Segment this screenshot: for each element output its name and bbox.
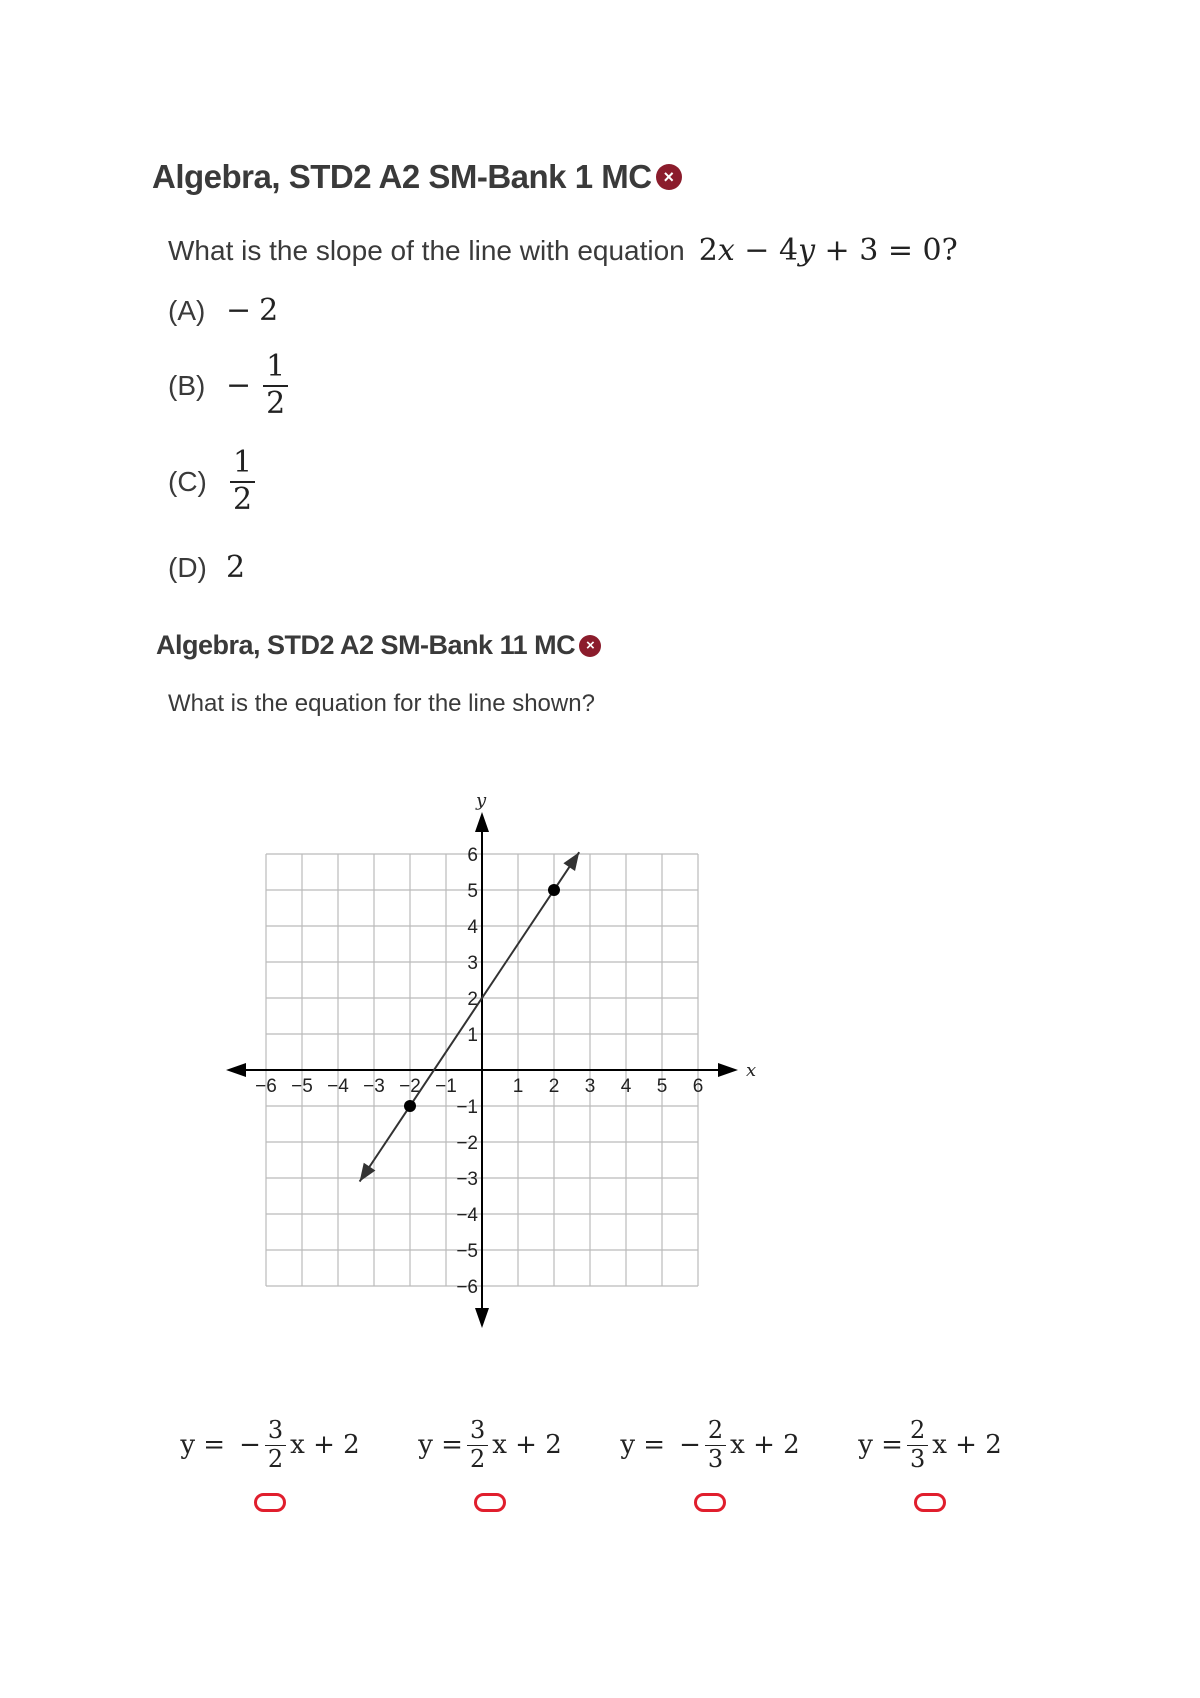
y-tick-label: −4: [456, 1205, 478, 1226]
y-axis-arrow-down-icon: [475, 1308, 489, 1328]
question1-equation: 2𝑥 − 4𝑦 + 3 = 0?: [698, 233, 958, 268]
answer-4-numerator: 2: [907, 1417, 928, 1446]
answer-3-denominator: 3: [707, 1444, 724, 1473]
option-b-label: (B): [168, 369, 206, 401]
answer-2-rest: x + 2: [492, 1430, 562, 1460]
y-tick-label: 4: [467, 917, 478, 938]
answer-2-numerator: 3: [467, 1417, 488, 1446]
y-tick-label: −2: [456, 1133, 478, 1154]
x-tick-label: −4: [327, 1076, 349, 1097]
x-axis-arrow-right-icon: [718, 1063, 738, 1077]
answer-choice-3: [600, 1405, 820, 1512]
question1-title: [152, 158, 682, 196]
y-tick-label: −6: [456, 1277, 478, 1298]
option-a-value: [226, 293, 278, 328]
y-axis-label: y: [476, 790, 487, 811]
answer-3-lhs: y =: [620, 1430, 666, 1460]
option-c-label: (C): [168, 465, 207, 497]
answer-1-sign: −: [239, 1430, 261, 1460]
option-c-fraction: [230, 446, 255, 517]
answer-choice-1: [160, 1405, 380, 1512]
y-tick-label: −1: [456, 1097, 478, 1118]
y-axis-arrow-up-icon: [475, 812, 489, 832]
x-tick-label: −2: [399, 1076, 421, 1097]
close-circle-icon[interactable]: ×: [656, 164, 682, 190]
option-c-numerator: 1: [230, 446, 255, 483]
answer-2-denominator: 2: [469, 1444, 486, 1473]
answer-3-equation: [620, 1405, 799, 1485]
answer-3-radio[interactable]: [694, 1493, 726, 1512]
line-graph: [220, 770, 780, 1330]
option-a[interactable]: [168, 293, 278, 328]
answer-3-sign: −: [679, 1430, 701, 1460]
option-d[interactable]: [168, 550, 245, 585]
question1-prompt-text: What is the slope of the line with equation: [168, 235, 685, 266]
x-tick-label: 5: [656, 1076, 668, 1097]
answer-4-equation: [858, 1405, 1002, 1485]
option-b-numerator: 1: [263, 350, 288, 387]
question1-title-text: Algebra, STD2 A2 SM-Bank 1 MC: [152, 158, 652, 195]
answer-choice-2: [380, 1405, 600, 1512]
option-d-value: [226, 550, 245, 585]
question2-title: [156, 630, 601, 661]
option-b-value: [226, 350, 292, 421]
option-d-label: (D): [168, 551, 207, 583]
answer-1-equation: [180, 1405, 359, 1485]
x-axis-label: x: [746, 1060, 757, 1081]
x-axis-arrow-left-icon: [226, 1063, 246, 1077]
x-tick-label: −3: [363, 1076, 385, 1097]
answer-2-equation: [418, 1405, 562, 1485]
answer-4-denominator: 3: [909, 1444, 926, 1473]
answer-1-rest: x + 2: [290, 1430, 360, 1460]
answer-choice-4: [820, 1405, 1040, 1512]
option-d-number: 2: [226, 550, 246, 585]
option-a-sign: −: [226, 293, 252, 328]
answer-1-radio[interactable]: [254, 1493, 286, 1512]
x-tick-label: 4: [620, 1076, 632, 1097]
answer-3-numerator: 2: [705, 1417, 726, 1446]
x-tick-label: 1: [512, 1076, 524, 1097]
y-tick-label: −3: [456, 1169, 478, 1190]
option-c-denominator: 2: [233, 481, 253, 517]
answer-choices: [160, 1405, 1040, 1512]
answer-4-fraction: [907, 1417, 928, 1473]
option-c[interactable]: [168, 446, 259, 517]
x-tick-label: −1: [435, 1076, 457, 1097]
x-tick-label: −5: [291, 1076, 313, 1097]
answer-1-numerator: 3: [265, 1417, 286, 1446]
y-tick-label: 5: [467, 881, 478, 902]
option-c-value: [226, 446, 259, 517]
answer-4-radio[interactable]: [914, 1493, 946, 1512]
answer-4-lhs: y =: [858, 1430, 903, 1460]
x-tick-label: 6: [692, 1076, 704, 1097]
answer-2-radio[interactable]: [474, 1493, 506, 1512]
axes: [226, 790, 756, 1328]
x-tick-label: 2: [548, 1076, 560, 1097]
question2-title-text: Algebra, STD2 A2 SM-Bank 11 MC: [156, 630, 576, 660]
y-tick-label: 6: [467, 845, 478, 866]
y-tick-label: 2: [467, 989, 478, 1010]
option-a-number: 2: [259, 293, 279, 328]
data-point: [404, 1100, 416, 1112]
close-circle-icon[interactable]: ×: [579, 635, 601, 657]
x-tick-label: 3: [584, 1076, 596, 1097]
question1-prompt: [168, 233, 958, 268]
line-arrow-start-icon: [360, 1163, 376, 1182]
option-b-denominator: 2: [266, 385, 286, 421]
answer-4-rest: x + 2: [932, 1430, 1002, 1460]
answer-3-fraction: [705, 1417, 726, 1473]
answer-1-lhs: y =: [180, 1430, 226, 1460]
line-arrow-end-icon: [563, 852, 579, 871]
y-tick-label: 3: [467, 953, 478, 974]
question2-prompt: What is the equation for the line shown?: [168, 690, 595, 717]
answer-2-lhs: y =: [418, 1430, 463, 1460]
answer-3-rest: x + 2: [730, 1430, 800, 1460]
data-point: [548, 884, 560, 896]
y-tick-label: −5: [456, 1241, 478, 1262]
option-b-fraction: [263, 350, 288, 421]
option-b-sign: −: [226, 368, 252, 403]
y-tick-label: 1: [467, 1025, 478, 1046]
answer-1-denominator: 2: [267, 1444, 284, 1473]
option-b[interactable]: [168, 350, 292, 421]
option-a-label: (A): [168, 294, 206, 326]
answer-2-fraction: [467, 1417, 488, 1473]
answer-1-fraction: [265, 1417, 286, 1473]
x-tick-label: −6: [255, 1076, 277, 1097]
tick-labels: [255, 845, 703, 1298]
